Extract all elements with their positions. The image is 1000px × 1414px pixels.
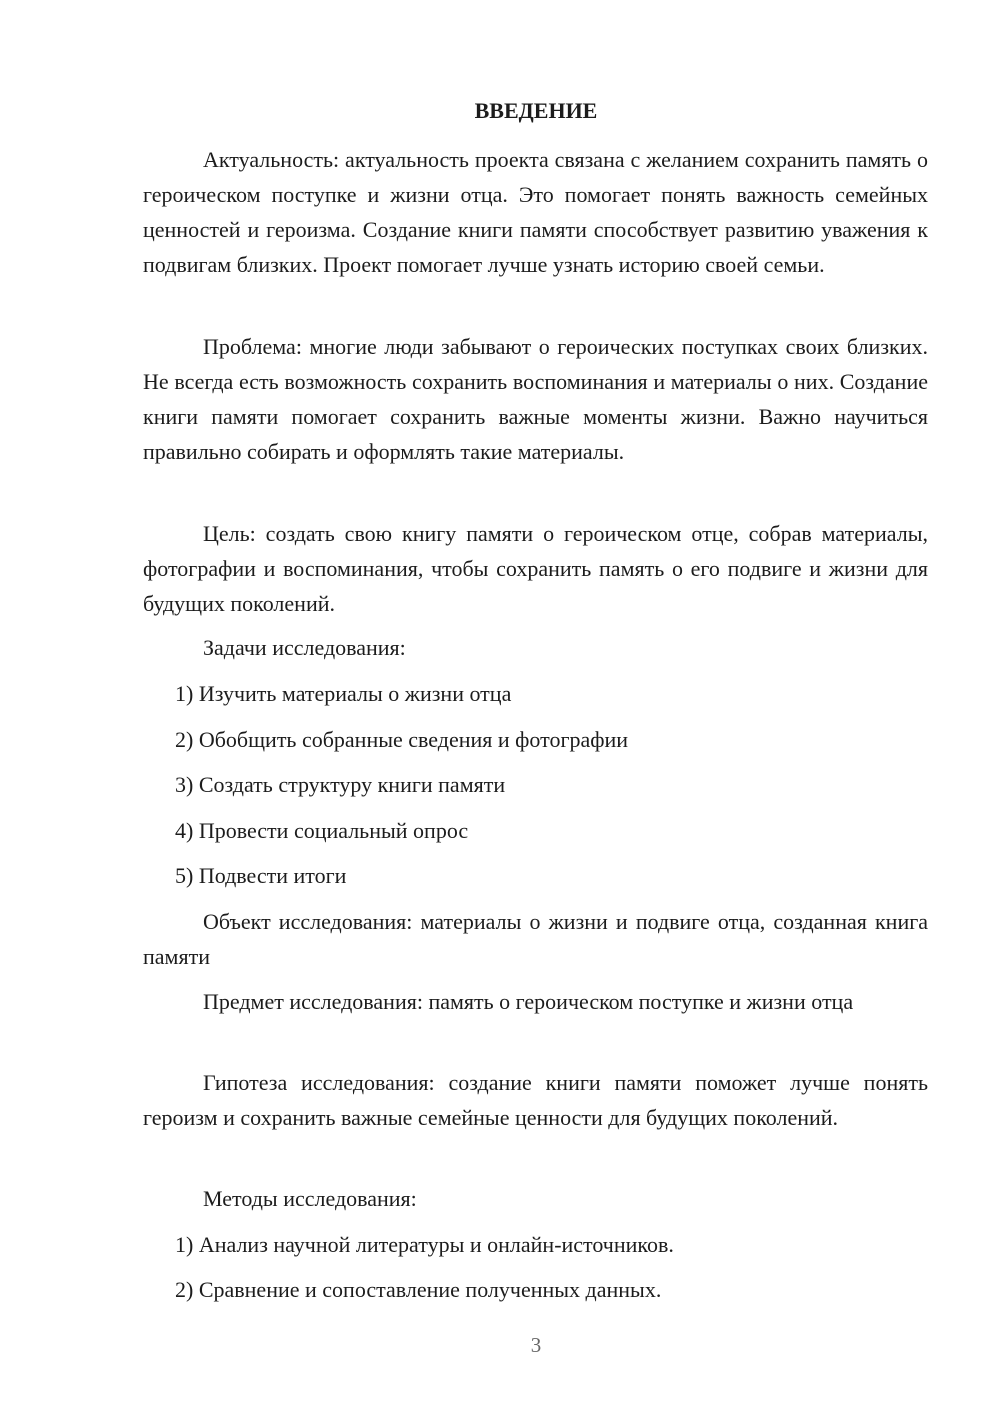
method-item-1: 1) Анализ научной литературы и онлайн-источников. [175, 1232, 674, 1257]
task-item-1: 1) Изучить материалы о жизни отца [175, 681, 512, 706]
method-item-2: 2) Сравнение и сопоставление полученных данных. [175, 1277, 662, 1302]
relevance-paragraph: Актуальность: актуальность проекта связана с желанием сохранить память о героическом поступке и жизни отца. Это помогает понять важность семейных ценностей и героизма. Создание книги памяти способствует развитию уважения к подвигам близких. Проект помогает лучше узнать историю своей семьи. [143, 147, 928, 277]
tasks-heading: Задачи исследования: [203, 635, 406, 660]
task-item-3: 3) Создать структуру книги памяти [175, 772, 506, 797]
task-item-2: 2) Обобщить собранные сведения и фотографии [175, 727, 629, 752]
subject-paragraph: Предмет исследования: память о героическом поступке и жизни отца [203, 989, 854, 1014]
hypothesis-paragraph: Гипотеза исследования: создание книги памяти поможет лучше понять героизм и сохранить важные семейные ценности для будущих поколений. [143, 1070, 928, 1130]
page-title: ВВЕДЕНИЕ [474, 98, 598, 123]
task-item-5: 5) Подвести итоги [175, 863, 347, 888]
object-paragraph: Объект исследования: материалы о жизни и подвиге отца, созданная книга памяти [143, 909, 928, 969]
methods-heading: Методы исследования: [203, 1186, 417, 1211]
task-item-4: 4) Провести социальный опрос [175, 818, 469, 843]
goal-paragraph: Цель: создать свою книгу памяти о героическом отце, собрав материалы, фотографии и воспоминания, чтобы сохранить память о его подвиге и жизни для будущих поколений. [143, 521, 928, 616]
problem-paragraph: Проблема: многие люди забывают о героических поступках своих близких. Не всегда есть возможность сохранить воспоминания и материалы о них. Создание книги памяти помогает сохранить важные моменты жизни. Важно научиться правильно собирать и оформлять такие материалы. [143, 334, 928, 464]
page-number: 3 [530, 1333, 542, 1357]
